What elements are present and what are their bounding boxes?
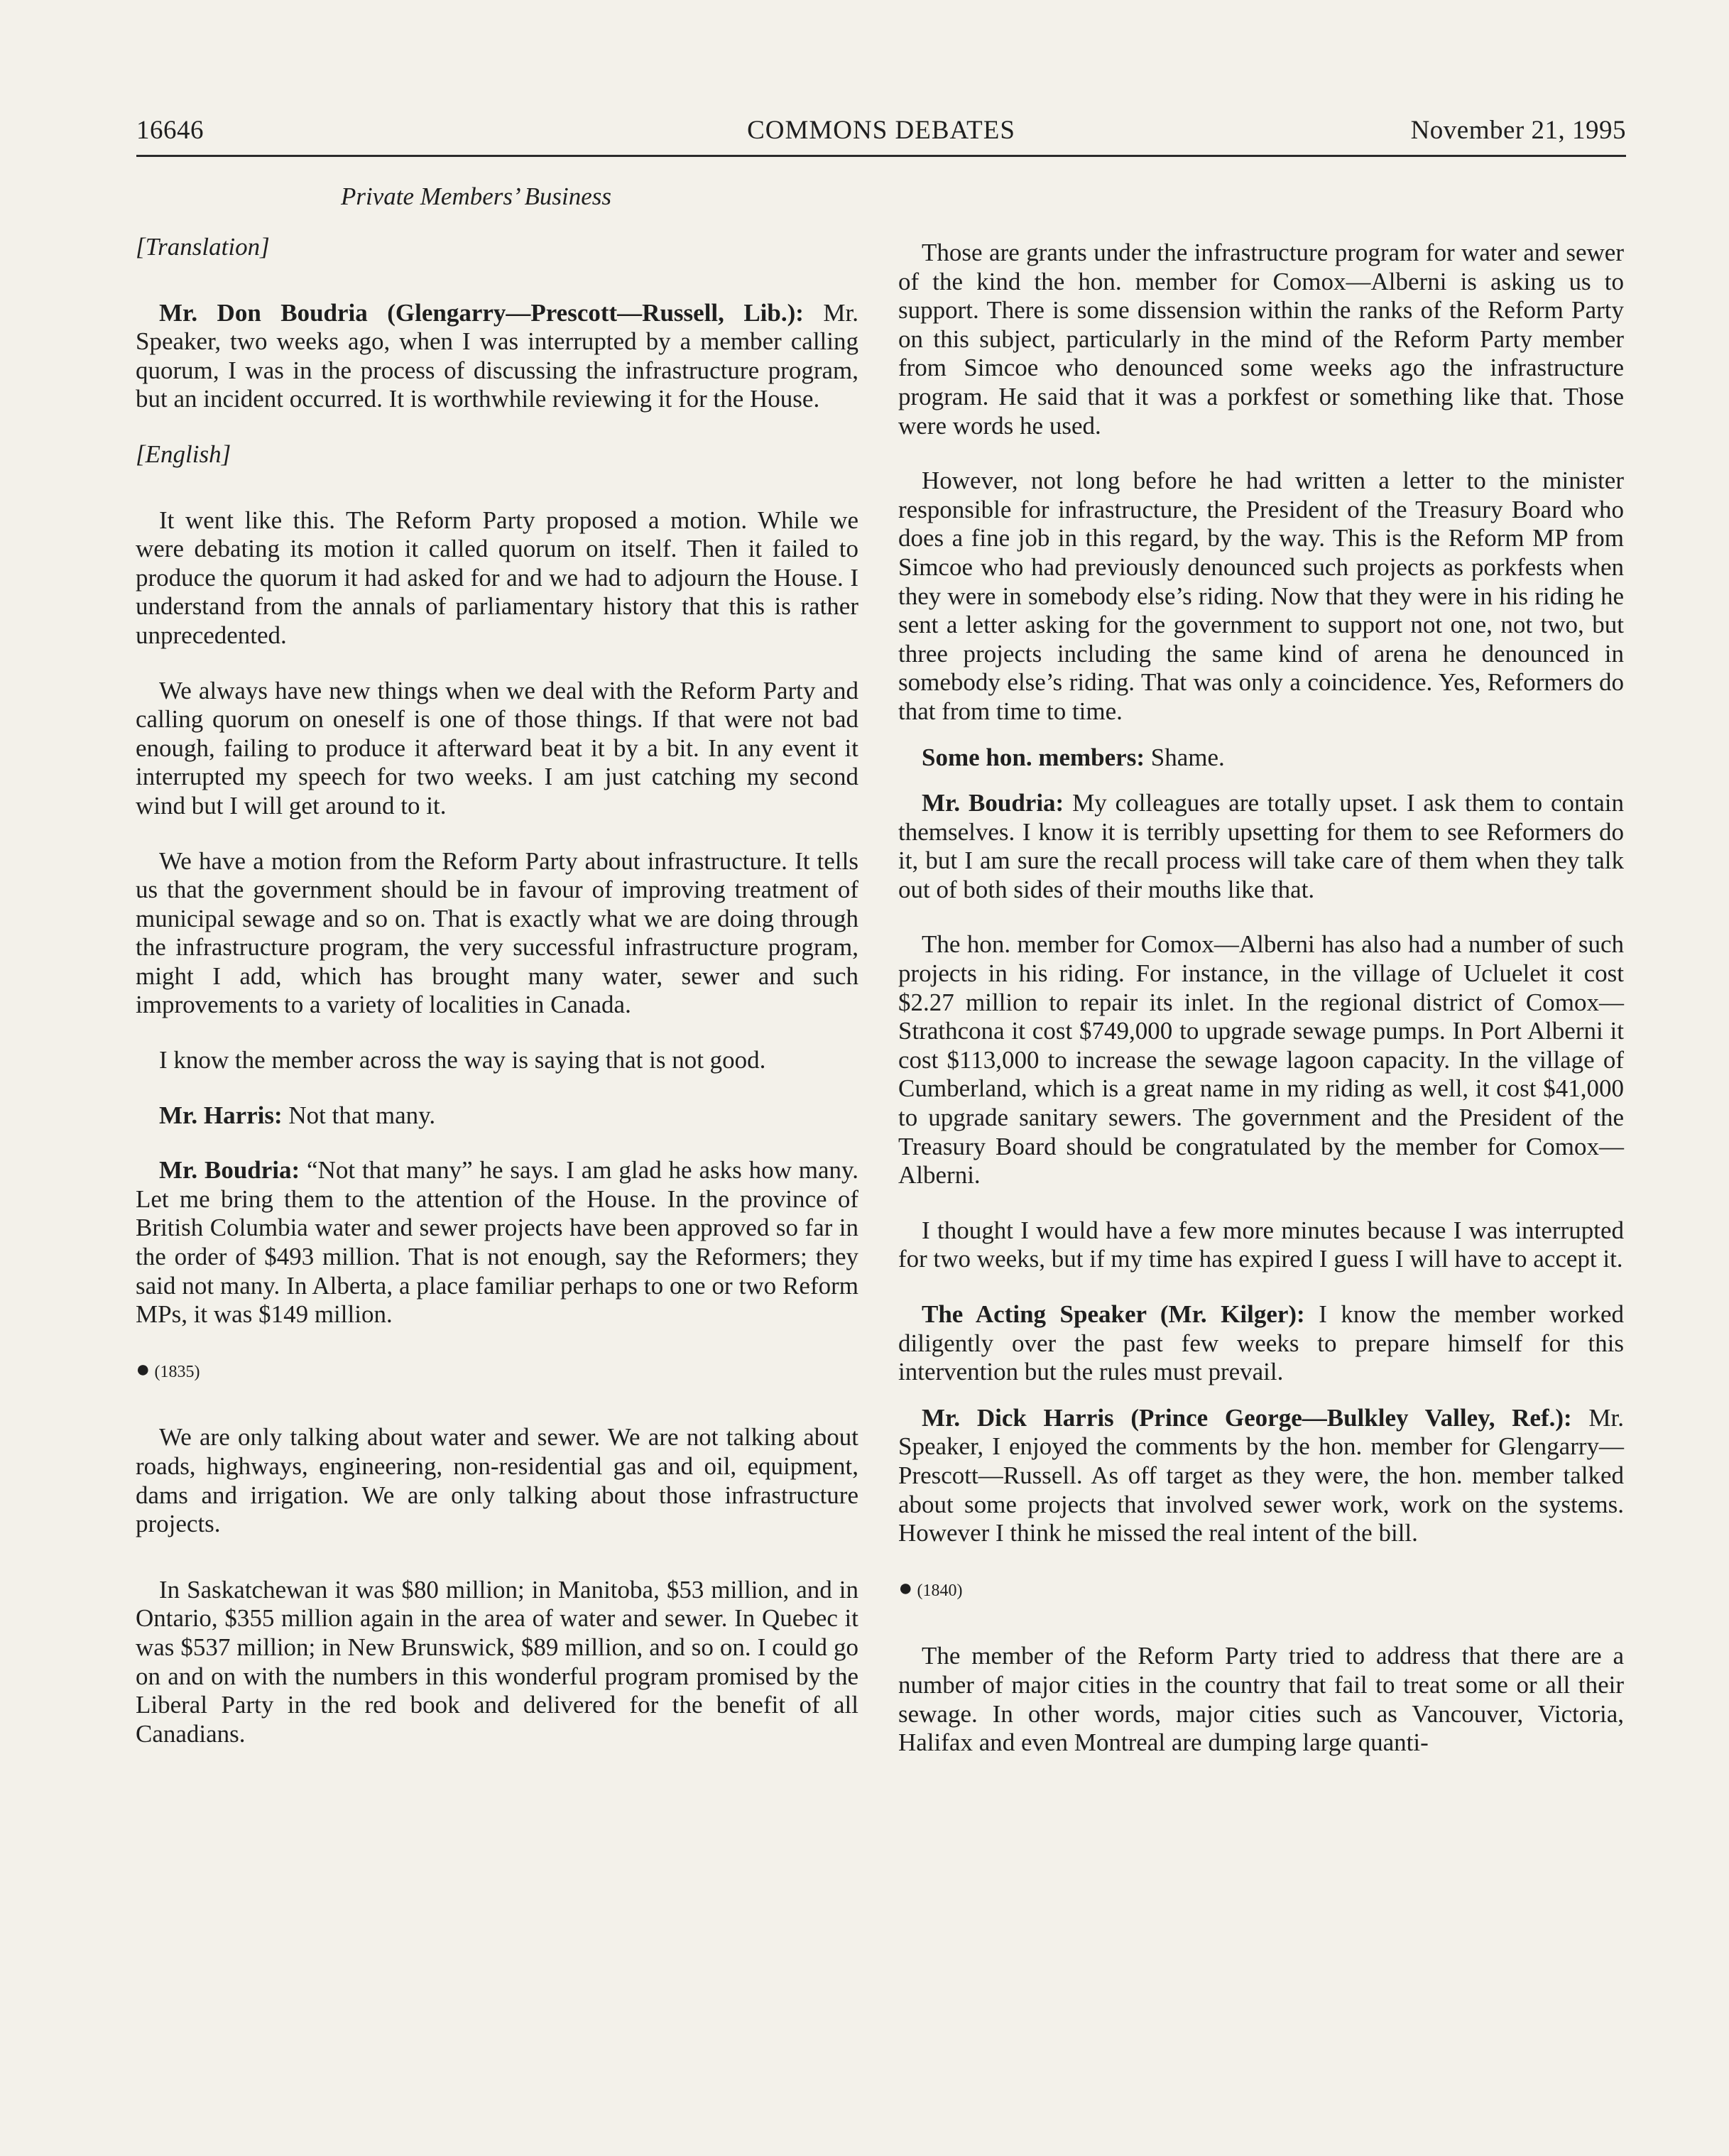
speech-text: My colleagues are totally upset. I ask them to contain themselves. I know it is terribly upsetting for them to see Reformers do it, but I am sure the recall process will take care of them when they talk out of both sides of their mouths like that. <box>898 789 1625 903</box>
time-marker: ● (1840) <box>898 1574 963 1601</box>
paragraph <box>898 789 1624 904</box>
time-marker: ● (1835) <box>136 1356 200 1383</box>
speech-text: Shame. <box>1150 743 1225 771</box>
page-number: 16646 <box>136 116 204 145</box>
bullet-icon: ● <box>898 1574 913 1601</box>
speaker-name: Mr. Don Boudria (Glengarry—Prescott—Russell, Lib.): <box>159 298 804 327</box>
paragraph: I thought I would have a few more minutes because I was interrupted for two weeks, but if my time has expired I guess I will have to accept it. <box>898 1216 1624 1273</box>
speaker-name: Some hon. members: <box>922 743 1145 771</box>
paragraph <box>898 744 1624 773</box>
speaker-name: Mr. Boudria: <box>922 789 1064 817</box>
paragraph: The hon. member for Comox—Alberni has also had a number of such projects in his riding. For instance, in the village of Ucluelet it cost $2.27 million to repair its inlet. In the regional district of Comox—Strathcona it cost $749,000 to upgrade sewage pumps. In Port Alberni it cost $113,000 to increase the sewage lagoon capacity. In the village of Cumberland, which is a great name in my riding as well, it cost $41,000 to upgrade sanitary sewers. The government and the President of the Treasury Board should be congratulated by the member for Comox—Alberni. <box>898 930 1624 1189</box>
paragraph: We have a motion from the Reform Party about infrastructure. It tells us that the government should be in favour of improving treatment of municipal sewage and so on. That is exactly what we are doing through the infrastructure program, the very successful infrastructure program, might I add, which has brought many water, sewer and such improvements to a variety of localities in Canada. <box>136 846 858 1019</box>
speaker-name: The Acting Speaker (Mr. Kilger): <box>922 1300 1305 1328</box>
speech-text: Not that many. <box>288 1101 436 1129</box>
speech-text: Mr. Speaker, I enjoyed the comments by the hon. member for Glengarry—Prescott—Russell. As off target as they were, the hon. member talked about some projects that involved sewer work, work on the systems. However I think he missed the real intent of the bill. <box>898 1403 1625 1547</box>
page-header <box>136 112 1626 157</box>
speech-text: Mr. Speaker, two weeks ago, when I was interrupted by a member calling quorum, I was in the process of discussing the infrastructure program, but an incident occurred. It is worthwhile reviewing it for the House. <box>136 298 858 413</box>
bullet-icon: ● <box>136 1356 151 1383</box>
speaker-name: Mr. Boudria: <box>159 1156 300 1185</box>
paragraph: Those are grants under the infrastructure program for water and sewer of the kind the hon. member for Comox—Alberni is asking us to support. There is some dissension within the ranks of the Reform Party on this subject, particularly in the mind of the Reform Party member from Simcoe who denounced some weeks ago the infrastructure program. He said that it was a porkfest or something like that. Those were words he used. <box>898 239 1624 440</box>
paragraph: The member of the Reform Party tried to address that there are a number of major cities in the country that fail to treat some or all their sewage. In other words, major cities such as Vancouver, Victoria, Halifax and even Montreal are dumping large quanti- <box>898 1642 1624 1757</box>
speech-text: I know the member worked diligently over the past few weeks to prepare himself for this intervention but the rules must prevail. <box>898 1300 1624 1386</box>
paragraph <box>136 1101 858 1131</box>
speaker-name: Mr. Dick Harris (Prince George—Bulkley Valley, Ref.): <box>922 1403 1572 1432</box>
right-column <box>898 239 1624 1758</box>
section-label: Private Members’ Business <box>341 183 612 210</box>
publication-title: COMMONS DEBATES <box>747 116 1015 145</box>
speaker-name: Mr. Harris: <box>159 1101 283 1129</box>
translation-marker: [Translation] <box>136 233 270 261</box>
speech-text: “Not that many” he says. I am glad he asks how many. Let me bring them to the attention of the House. In the province of British Columbia water and sewer projects have been approved so far in the order of $493 million. That is not enough, say the Reformers; they said not many. In Alberta, a place familiar perhaps to one or two Reform MPs, it was $149 million. <box>136 1156 858 1329</box>
paragraph: We always have new things when we deal with the Reform Party and calling quorum on oneself is one of those things. If that were not bad enough, failing to produce it afterward beat it by a bit. In any event it interrupted my speech for two weeks. I am just catching my second wind but I will get around to it. <box>136 676 858 820</box>
paragraph: However, not long before he had written a letter to the minister responsible for infrastructure, the President of the Treasury Board who does a fine job in this regard, by the way. This is the Reform MP from Simcoe who had previously denounced such projects as porkfests when they were in somebody else’s riding. Now that they were in his riding he sent a letter asking for the government to support not one, not two, but three projects including the same kind of arena he denounced in somebody else’s riding. That was only a coincidence. Yes, Reformers do that from time to time. <box>898 467 1624 725</box>
paragraph: It went like this. The Reform Party proposed a motion. While we were debating its motion it called quorum on itself. Then it failed to produce the quorum it had asked for and we had to adjourn the House. I understand from the annals of parliamentary history that this is rather unprecedented. <box>136 506 858 649</box>
paragraph <box>136 299 858 414</box>
paragraph <box>898 1404 1624 1548</box>
publication-date: November 21, 1995 <box>1410 116 1626 145</box>
english-marker: [English] <box>136 440 231 468</box>
paragraph: I know the member across the way is saying that is not good. <box>159 1046 766 1074</box>
paragraph <box>136 1156 858 1329</box>
left-column <box>136 233 858 1748</box>
paragraph: We are only talking about water and sewer. We are not talking about roads, highways, engineering, non-residential gas and oil, equipment, dams and irrigation. We are only talking about those infrastructure projects. <box>136 1423 858 1538</box>
paragraph <box>898 1300 1624 1387</box>
paragraph: In Saskatchewan it was $80 million; in Manitoba, $53 million, and in Ontario, $355 million again in the area of water and sewer. In Quebec it was $537 million; in New Brunswick, $89 million, and so on. I could go on and on with the numbers in this wonderful program promised by the Liberal Party in the red book and delivered for the benefit of all Canadians. <box>136 1575 858 1748</box>
